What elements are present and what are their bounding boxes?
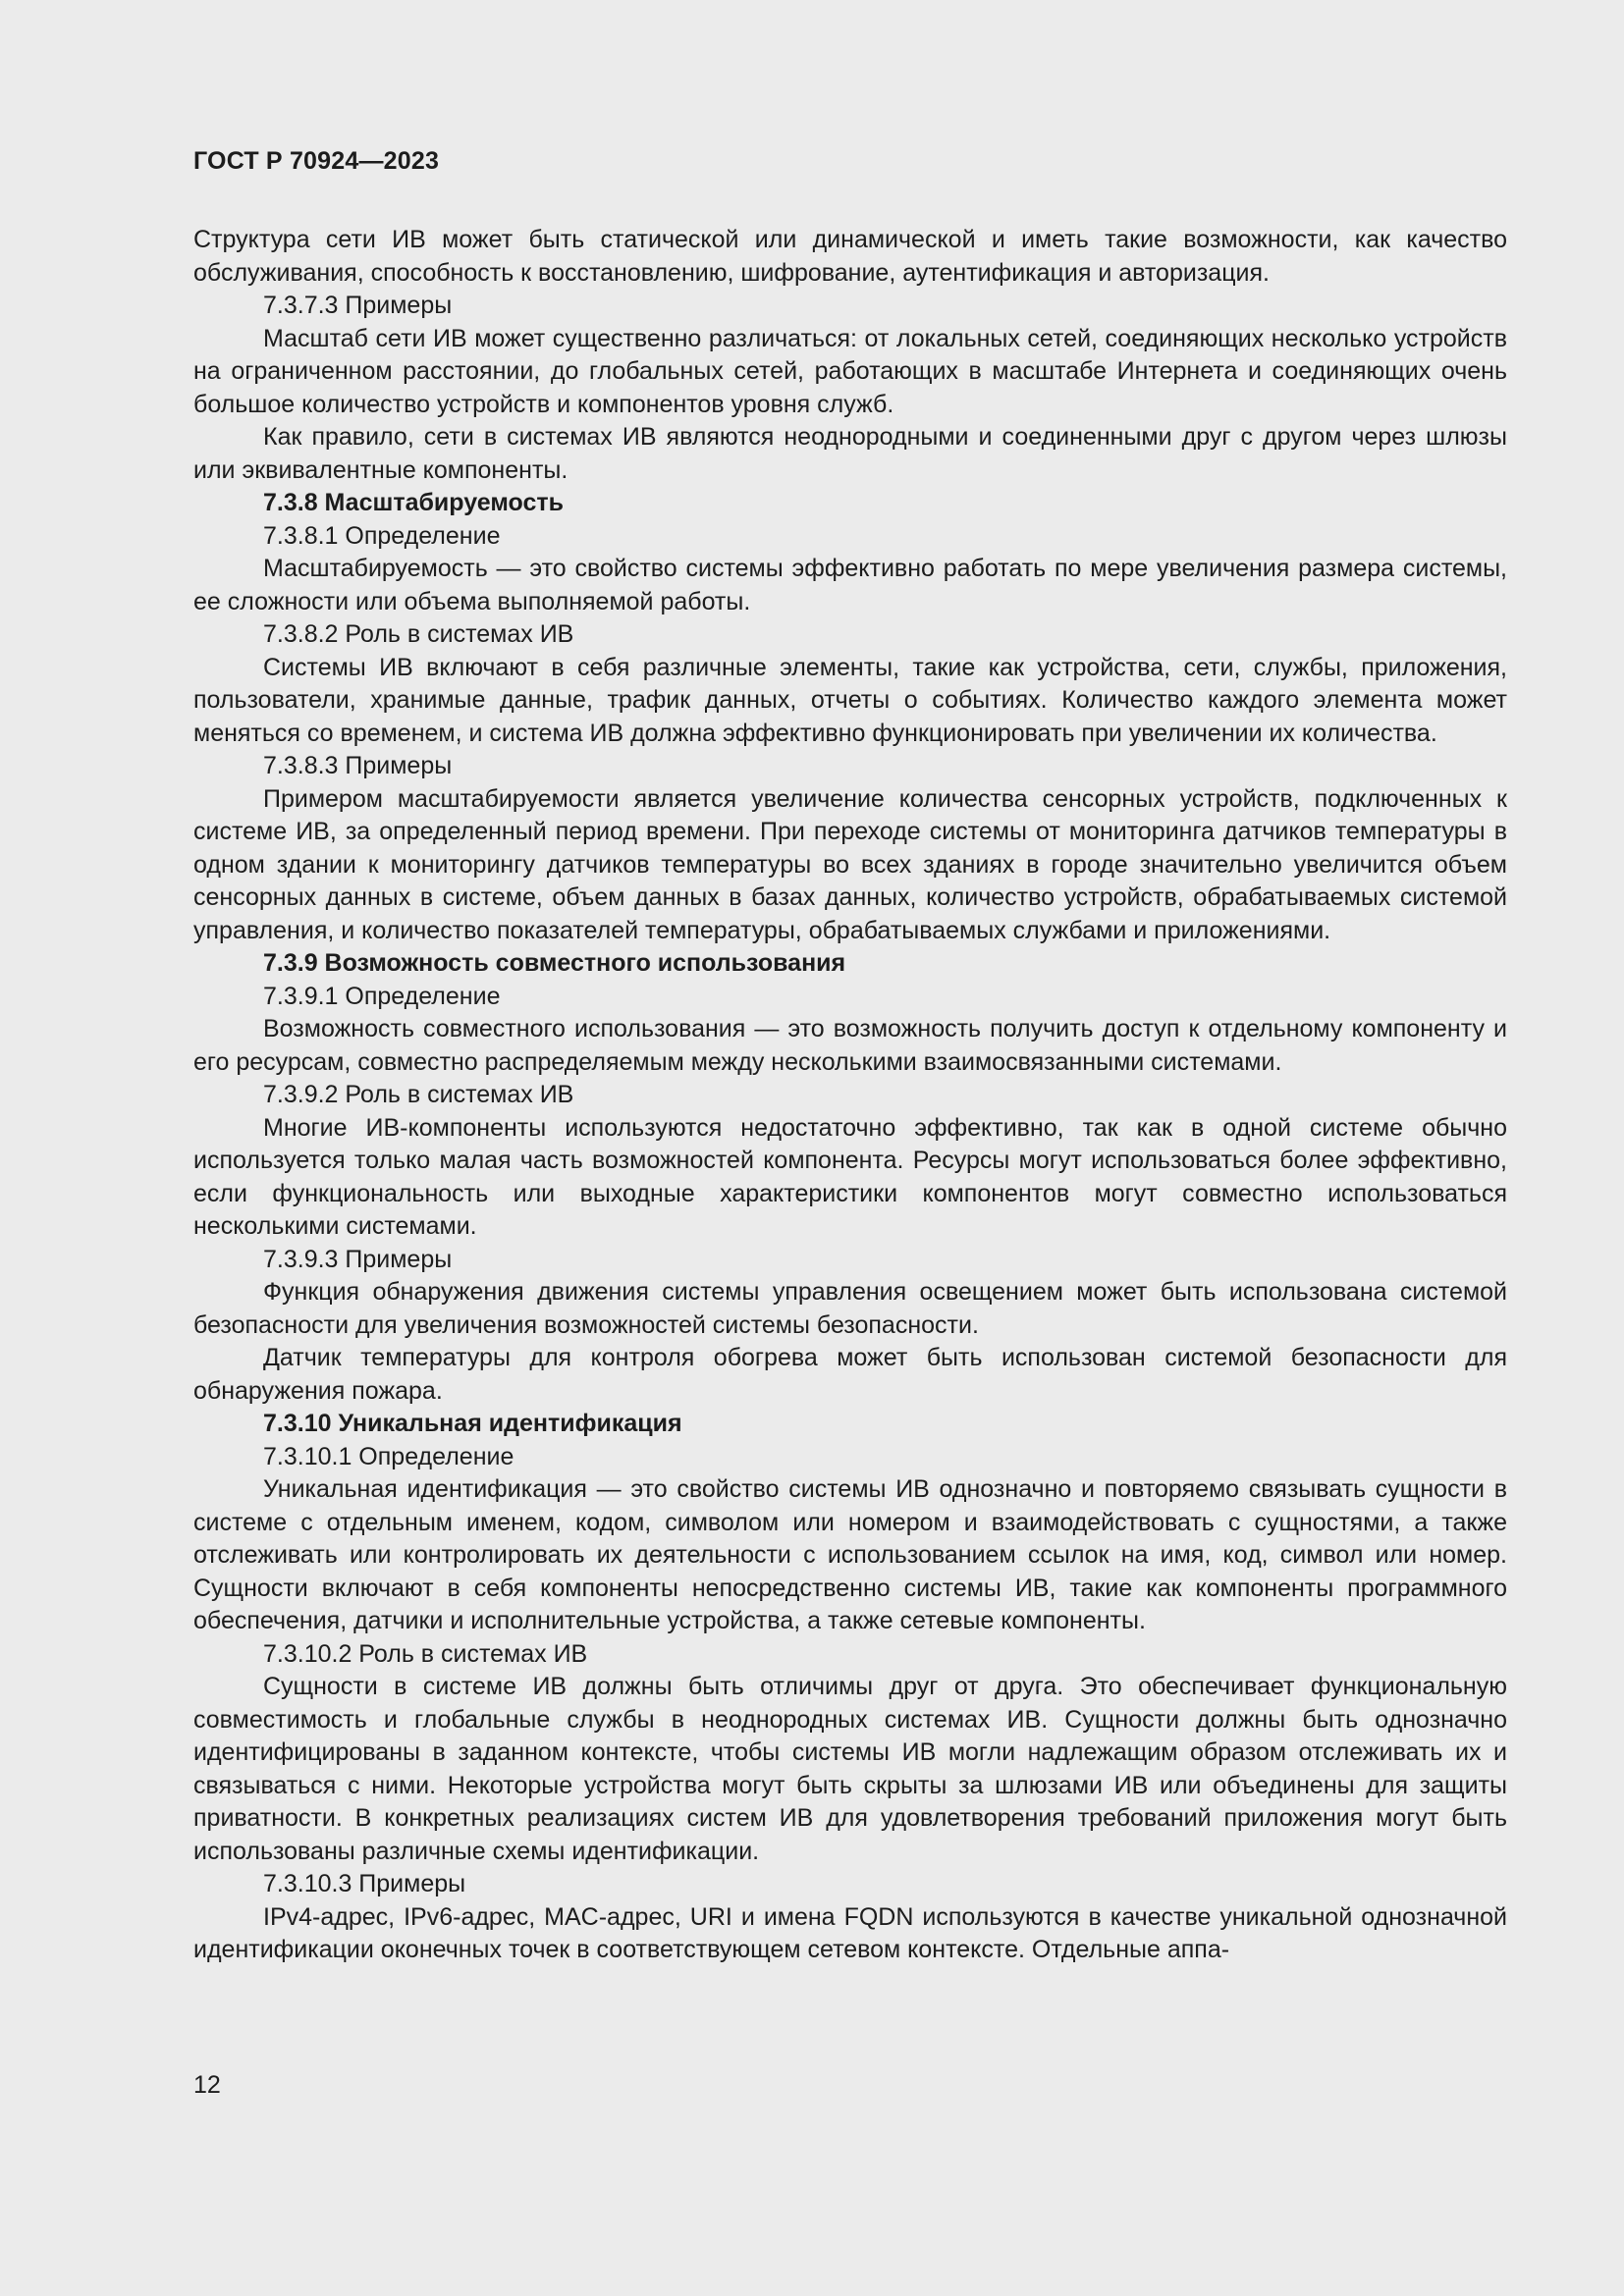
- paragraph: Как правило, сети в системах ИВ являются неоднородными и соединенными друг с другом через шлюзы или эквивалентные компоненты.: [193, 423, 1507, 484]
- paragraph: Сущности в системе ИВ должны быть отличимы друг от друга. Это обеспечивает функциональную совместимость и глобальные службы в неоднородных системах ИВ. Сущности должны быть однозначно идентифицированы в заданном контексте, чтобы системы ИВ могли надлежащим образом отслеживать их и связываться с ними. Некоторые устройства могут быть скрыты за шлюзами ИВ или объединены для защиты приватности. В конкретных реализациях систем ИВ для удовлетворения требований приложения могут быть использованы различные схемы идентификации.: [193, 1673, 1507, 1865]
- subsection-title: 7.3.9.2 Роль в системах ИВ: [263, 1081, 574, 1108]
- subsection-title: 7.3.10.3 Примеры: [263, 1870, 466, 1897]
- paragraph: Возможность совместного использования — это возможность получить доступ к отдельному компоненту и его ресурсам, совместно распределяемым между несколькими взаимосвязанными системами.: [193, 1015, 1507, 1076]
- paragraph: Многие ИВ-компоненты используются недостаточно эффективно, так как в одной системе обычно используется только малая часть возможностей компонента. Ресурсы могут использоваться более эффективно, если функциональность или выходные характеристики компонентов могут совместно использоваться несколькими системами.: [193, 1113, 1507, 1240]
- paragraph: Масштабируемость — это свойство системы эффективно работать по мере увеличения размера системы, ее сложности или объема выполняемой работы.: [193, 555, 1507, 615]
- paragraph: Структура сети ИВ может быть статической или динамической и иметь такие возможности, как качество обслуживания, способность к восстановлению, шифрование, аутентификация и авторизация.: [193, 226, 1507, 287]
- subsection-title: 7.3.7.3 Примеры: [263, 292, 453, 319]
- subsection-title: 7.3.8.2 Роль в системах ИВ: [263, 620, 574, 648]
- paragraph: Уникальная идентификация — это свойство системы ИВ однозначно и повторяемо связывать сущности в системе с отдельным именем, кодом, символом или номером и взаимодействовать с сущностями, а также отслеживать или контролировать их деятельности с использованием ссылок на имя, код, символ или номер. Сущности включают в себя компоненты непосредственно системы ИВ, такие как компоненты программного обеспечения, датчики и исполнительные устройства, а также сетевые компоненты.: [193, 1475, 1507, 1634]
- subsection-title: 7.3.8.3 Примеры: [263, 752, 453, 779]
- document-body: [193, 224, 1507, 1967]
- document-header: ГОСТ Р 70924—2023: [193, 147, 440, 175]
- subsection-title: 7.3.9.1 Определение: [263, 982, 501, 1010]
- paragraph: Функция обнаружения движения системы управления освещением может быть использована системой безопасности для увеличения возможностей системы безопасности.: [193, 1278, 1507, 1339]
- paragraph: Масштаб сети ИВ может существенно различаться: от локальных сетей, соединяющих несколько устройств на ограниченном расстоянии, до глобальных сетей, работающих в масштабе Интернета и соединяющих очень большое количество устройств и компонентов уровня служб.: [193, 324, 1507, 418]
- paragraph: Системы ИВ включают в себя различные элементы, такие как устройства, сети, службы, приложения, пользователи, хранимые данные, трафик данных, отчеты о событиях. Количество каждого элемента может меняться со временем, и система ИВ должна эффективно функционировать при увеличении их количества.: [193, 653, 1507, 747]
- subsection-title: 7.3.10.1 Определение: [263, 1442, 514, 1470]
- subsection-title: 7.3.8.1 Определение: [263, 521, 501, 550]
- section-heading: 7.3.10 Уникальная идентификация: [263, 1410, 682, 1437]
- paragraph: IPv4-адрес, IPv6-адрес, MAC-адрес, URI и имена FQDN используются в качестве уникальной однозначной идентификации оконечных точек в соответствующем сетевом контексте. Отдельные аппа-: [193, 1902, 1507, 1963]
- subsection-title: 7.3.10.2 Роль в системах ИВ: [263, 1639, 588, 1668]
- page-number: 12: [193, 2071, 221, 2099]
- subsection-title: 7.3.9.3 Примеры: [263, 1245, 453, 1273]
- section-heading: 7.3.8 Масштабируемость: [263, 489, 564, 516]
- paragraph: Примером масштабируемости является увеличение количества сенсорных устройств, подключенных к системе ИВ, за определенный период времени. При переходе системы от мониторинга датчиков температуры в одном здании к мониторингу датчиков температуры во всех зданиях в городе значительно увеличится объем сенсорных данных в системе, объем данных в базах данных, количество устройств, обрабатываемых системой управления, и количество показателей температуры, обрабатываемых службами и приложениями.: [193, 784, 1507, 944]
- section-heading: 7.3.9 Возможность совместного использования: [263, 949, 846, 977]
- paragraph: Датчик температуры для контроля обогрева может быть использован системой безопасности для обнаружения пожара.: [193, 1344, 1507, 1405]
